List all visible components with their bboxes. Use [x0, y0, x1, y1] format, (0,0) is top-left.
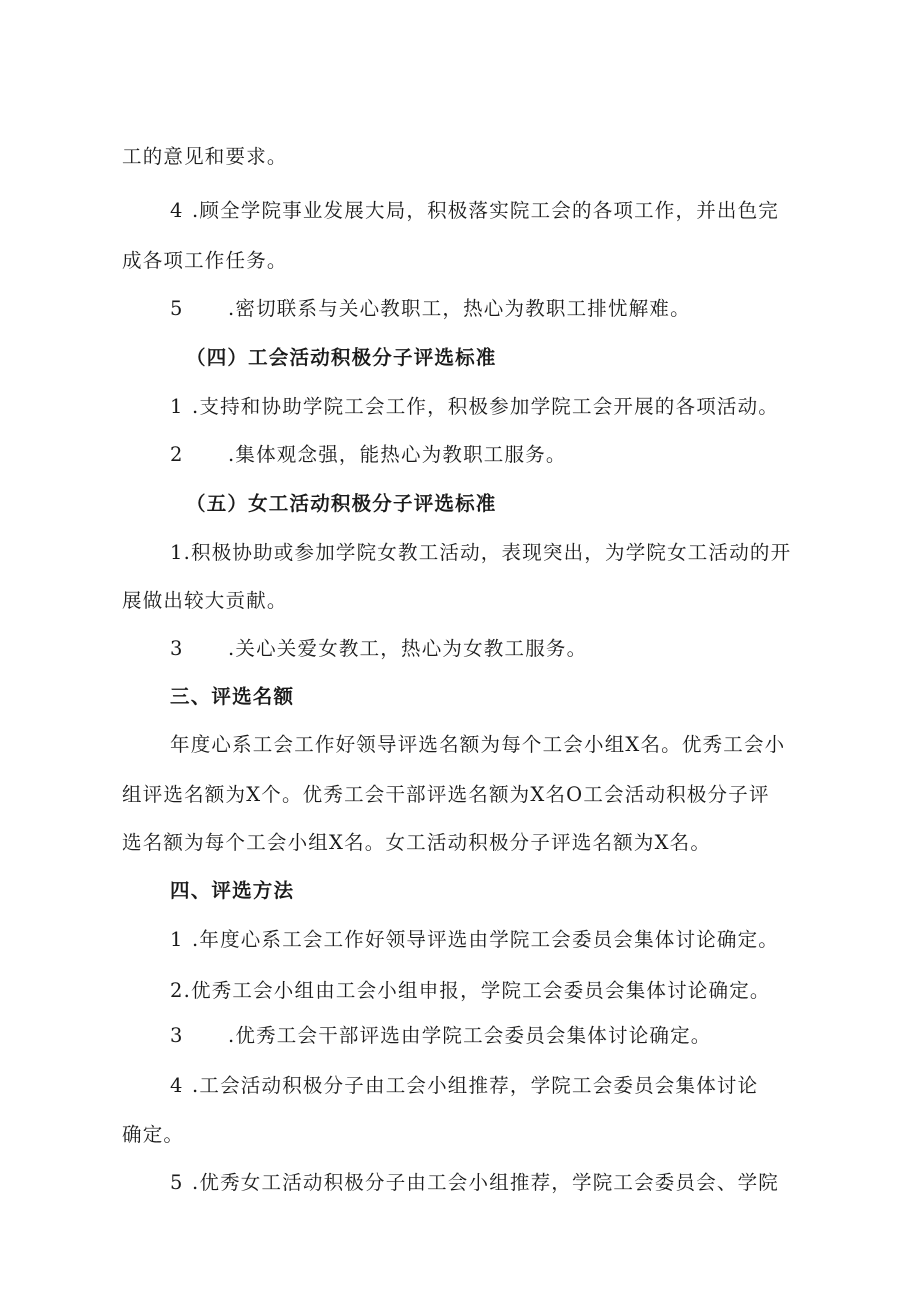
list-number: 3: [170, 637, 184, 660]
line-text: 工的意见和要求。: [122, 145, 288, 168]
list-item-5: [170, 1168, 779, 1198]
list-text: .密切联系与关心教职工，热心为教职工排忧解难。: [228, 297, 691, 320]
heading-text: （四）工会活动积极分子评选标准: [186, 346, 497, 369]
list-text: 2.优秀工会小组由工会小组申报，学院工会委员会集体讨论确定。: [170, 979, 771, 1002]
paragraph-line: [122, 780, 770, 810]
list-item-3: [170, 1021, 712, 1051]
section-heading: [186, 343, 497, 373]
line-text: 成各项工作任务。: [122, 249, 288, 272]
paragraph-line: [122, 1120, 184, 1150]
paragraph-line: [170, 730, 785, 760]
list-item-1: [170, 392, 779, 422]
list-item-2: [170, 976, 771, 1006]
line-text: 展做出较大贡献。: [122, 589, 288, 612]
heading-text: （五）女工活动积极分子评选标准: [186, 492, 497, 515]
paragraph-line: [122, 142, 288, 172]
list-number: 4: [170, 1074, 184, 1097]
list-number: 5: [170, 1171, 184, 1194]
line-text: 年度心系工会工作好领导评选名额为每个工会小组X名。优秀工会小: [170, 733, 786, 756]
list-text: .优秀女工活动积极分子由工会小组推荐，学院工会委员会、学院: [192, 1171, 779, 1194]
list-item-1: [170, 925, 779, 955]
list-number: 3: [170, 1024, 184, 1047]
line-text: 组评选名额为X个。优秀工会干部评选名额为X名O工会活动积极分子评: [122, 783, 770, 806]
list-text: .优秀工会干部评选由学院工会委员会集体讨论确定。: [228, 1024, 712, 1047]
list-item-5: [170, 294, 691, 324]
list-number: 1: [170, 928, 184, 951]
list-number: 2: [170, 443, 184, 466]
list-text: .工会活动积极分子由工会小组推荐，学院工会委员会集体讨论: [192, 1074, 759, 1097]
list-text: .年度心系工会工作好领导评选由学院工会委员会集体讨论确定。: [192, 928, 779, 951]
list-item-2: [170, 440, 567, 470]
list-item-1: [170, 538, 791, 568]
line-text: 确定。: [122, 1123, 185, 1146]
list-number: 5: [170, 297, 184, 320]
section-heading: [170, 876, 294, 906]
heading-text: 三、评选名额: [170, 685, 295, 708]
paragraph-line: [122, 828, 711, 858]
list-text: .关心关爱女教工，热心为女教工服务。: [228, 637, 588, 660]
section-heading: [170, 682, 294, 712]
list-number: 1: [170, 395, 184, 418]
section-heading: [186, 489, 497, 519]
list-text: .支持和协助学院工会工作，积极参加学院工会开展的各项活动。: [192, 395, 779, 418]
list-text: .顾全学院事业发展大局，积极落实院工会的各项工作，并出色完: [192, 199, 779, 222]
list-text: .集体观念强，能热心为教职工服务。: [228, 443, 567, 466]
line-text: 选名额为每个工会小组X名。女工活动积极分子评选名额为X名。: [122, 831, 712, 854]
list-item-4: [170, 196, 779, 226]
list-number: 4: [170, 199, 184, 222]
list-item-4: [170, 1071, 758, 1101]
list-item-3: [170, 634, 587, 664]
heading-text: 四、评选方法: [170, 879, 295, 902]
list-text: 1.积极协助或参加学院女教工活动，表现突出，为学院女工活动的开: [170, 541, 792, 564]
paragraph-line: [122, 246, 288, 276]
paragraph-line: [122, 586, 288, 616]
